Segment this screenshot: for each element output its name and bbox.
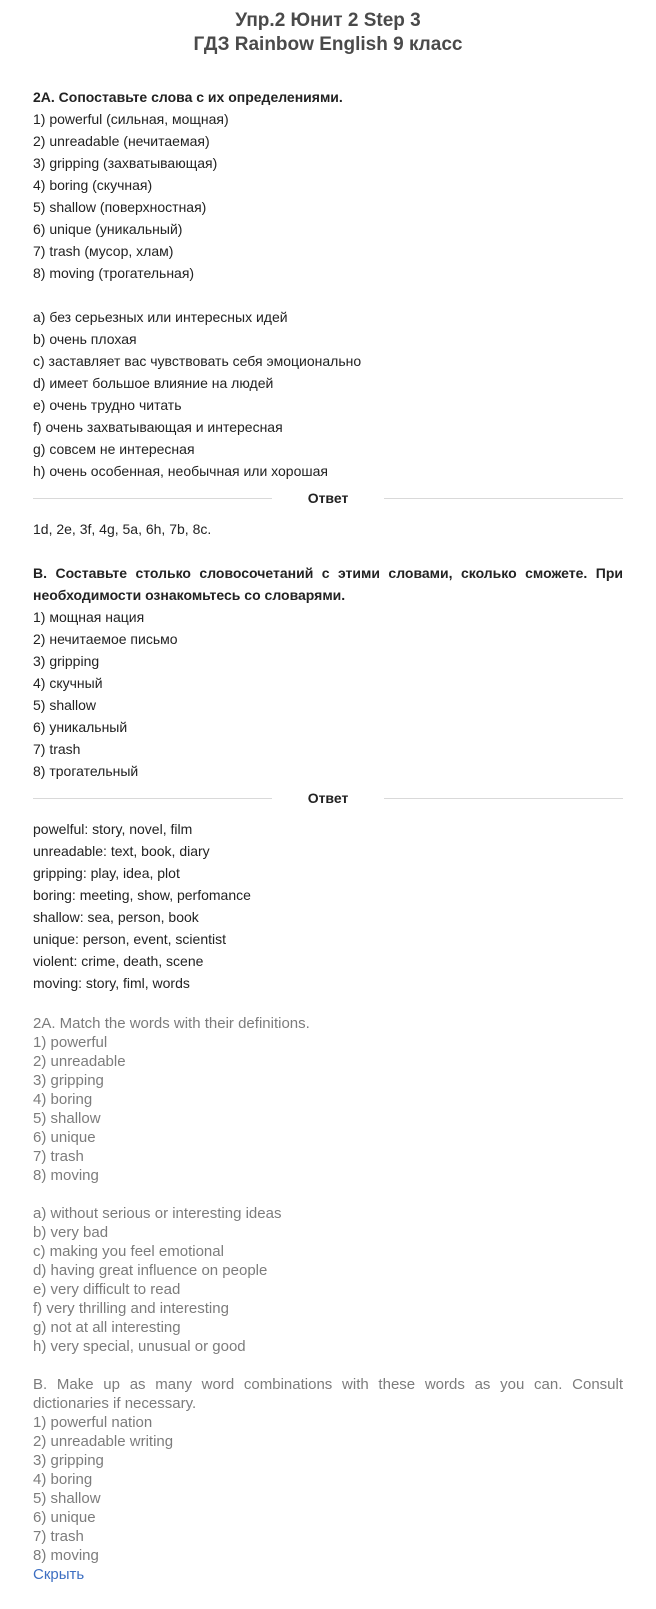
translation-task-b-heading: B. Make up as many word combinations with these words as you can. Consult dictionaries if necessary. bbox=[33, 1376, 623, 1412]
list-item: b) very bad bbox=[33, 1224, 109, 1241]
list-item: 7) trash bbox=[33, 1148, 84, 1165]
hide-translation-link[interactable]: Скрыть bbox=[33, 1566, 85, 1583]
list-item: unreadable: text, book, diary bbox=[33, 843, 210, 859]
translation bbox=[33, 1014, 623, 1584]
list-item: c) making you feel emotional bbox=[33, 1243, 224, 1260]
task-b bbox=[33, 562, 623, 994]
list-item: g) not at all interesting bbox=[33, 1319, 181, 1336]
list-item: c) заставляет вас чувствовать себя эмоционально bbox=[33, 353, 362, 369]
list-item: 5) shallow bbox=[33, 1490, 101, 1507]
task-b-item-list bbox=[33, 606, 623, 782]
list-item: 8) трогательный bbox=[33, 763, 139, 779]
list-item: 6) unique (уникальный) bbox=[33, 221, 183, 237]
list-item: e) очень трудно читать bbox=[33, 397, 182, 413]
answer-label: Ответ bbox=[307, 790, 349, 806]
list-item: 7) trash (мусор, хлам) bbox=[33, 243, 174, 259]
list-item: b) очень плохая bbox=[33, 331, 137, 347]
list-item: 3) gripping (захватывающая) bbox=[33, 155, 218, 171]
list-item: 4) boring bbox=[33, 1091, 93, 1108]
list-item: powelful: story, novel, film bbox=[33, 821, 193, 837]
list-item: 8) moving bbox=[33, 1167, 99, 1184]
list-item: 1) powerful (сильная, мощная) bbox=[33, 111, 229, 127]
list-item: 4) скучный bbox=[33, 675, 103, 691]
list-item: 7) trash bbox=[33, 741, 81, 757]
list-item: 2) unreadable writing bbox=[33, 1433, 174, 1450]
list-item: moving: story, fiml, words bbox=[33, 975, 190, 991]
list-item: 2) нечитаемое письмо bbox=[33, 631, 178, 647]
divider-line bbox=[384, 798, 623, 799]
list-item: 5) shallow bbox=[33, 1110, 101, 1127]
list-item: 1) powerful bbox=[33, 1034, 108, 1051]
list-item: 8) moving bbox=[33, 1547, 99, 1564]
list-item: h) очень особенная, необычная или хорошая bbox=[33, 463, 328, 479]
answer-label: Ответ bbox=[307, 490, 349, 506]
page-title bbox=[33, 9, 623, 57]
list-item: 1) powerful nation bbox=[33, 1414, 153, 1431]
list-item: 5) shallow bbox=[33, 697, 97, 713]
task-b-answer-list bbox=[33, 818, 623, 994]
list-item: 6) уникальный bbox=[33, 719, 128, 735]
list-item: d) having great influence on people bbox=[33, 1262, 268, 1279]
task-a-word-list bbox=[33, 108, 623, 284]
list-item: 3) gripping bbox=[33, 653, 100, 669]
list-item: f) очень захватывающая и интересная bbox=[33, 419, 283, 435]
list-item: 4) boring bbox=[33, 1471, 93, 1488]
list-item: 4) boring (скучная) bbox=[33, 177, 153, 193]
list-item: boring: meeting, show, perfomance bbox=[33, 887, 251, 903]
list-item: 6) unique bbox=[33, 1129, 96, 1146]
task-a-answer: 1d, 2e, 3f, 4g, 5a, 6h, 7b, 8c. bbox=[33, 521, 212, 537]
list-item: 3) gripping bbox=[33, 1452, 104, 1469]
page-title-line-1: Упр.2 Юнит 2 Step 3 bbox=[235, 10, 421, 31]
list-item: shallow: sea, person, book bbox=[33, 909, 199, 925]
list-item: 2) unreadable (нечитаемая) bbox=[33, 133, 210, 149]
answer-divider bbox=[33, 484, 623, 512]
list-item: violent: crime, death, scene bbox=[33, 953, 204, 969]
list-item: e) very difficult to read bbox=[33, 1281, 181, 1298]
list-item: 6) unique bbox=[33, 1509, 96, 1526]
list-item: a) без серьезных или интересных идей bbox=[33, 309, 288, 325]
list-item: d) имеет большое влияние на людей bbox=[33, 375, 274, 391]
divider-line bbox=[384, 498, 623, 499]
list-item: 5) shallow (поверхностная) bbox=[33, 199, 207, 215]
list-item: gripping: play, idea, plot bbox=[33, 865, 180, 881]
list-item: f) very thrilling and interesting bbox=[33, 1300, 229, 1317]
page-title-line-2: ГДЗ Rainbow English 9 класс bbox=[193, 34, 463, 55]
answer-divider bbox=[33, 784, 623, 812]
list-item: g) совсем не интересная bbox=[33, 441, 195, 457]
divider-line bbox=[33, 798, 272, 799]
list-item: 2) unreadable bbox=[33, 1053, 126, 1070]
list-item: 1) мощная нация bbox=[33, 609, 145, 625]
task-a-definition-list bbox=[33, 306, 623, 482]
list-item: 3) gripping bbox=[33, 1072, 104, 1089]
list-item: 8) moving (трогательная) bbox=[33, 265, 195, 281]
task-b-heading: B. Составьте столько словосочетаний с этими словами, сколько сможете. При необходимости ознакомьтесь со словарями. bbox=[33, 565, 623, 603]
task-a-heading: 2A. Сопоставьте слова с их определениями. bbox=[33, 89, 343, 105]
list-item: h) very special, unusual or good bbox=[33, 1338, 246, 1355]
list-item: 7) trash bbox=[33, 1528, 84, 1545]
list-item: unique: person, event, scientist bbox=[33, 931, 227, 947]
list-item: a) without serious or interesting ideas bbox=[33, 1205, 282, 1222]
task-a bbox=[33, 86, 623, 540]
divider-line bbox=[33, 498, 272, 499]
translation-task-a-heading: 2A. Match the words with their definitions. bbox=[33, 1015, 310, 1032]
